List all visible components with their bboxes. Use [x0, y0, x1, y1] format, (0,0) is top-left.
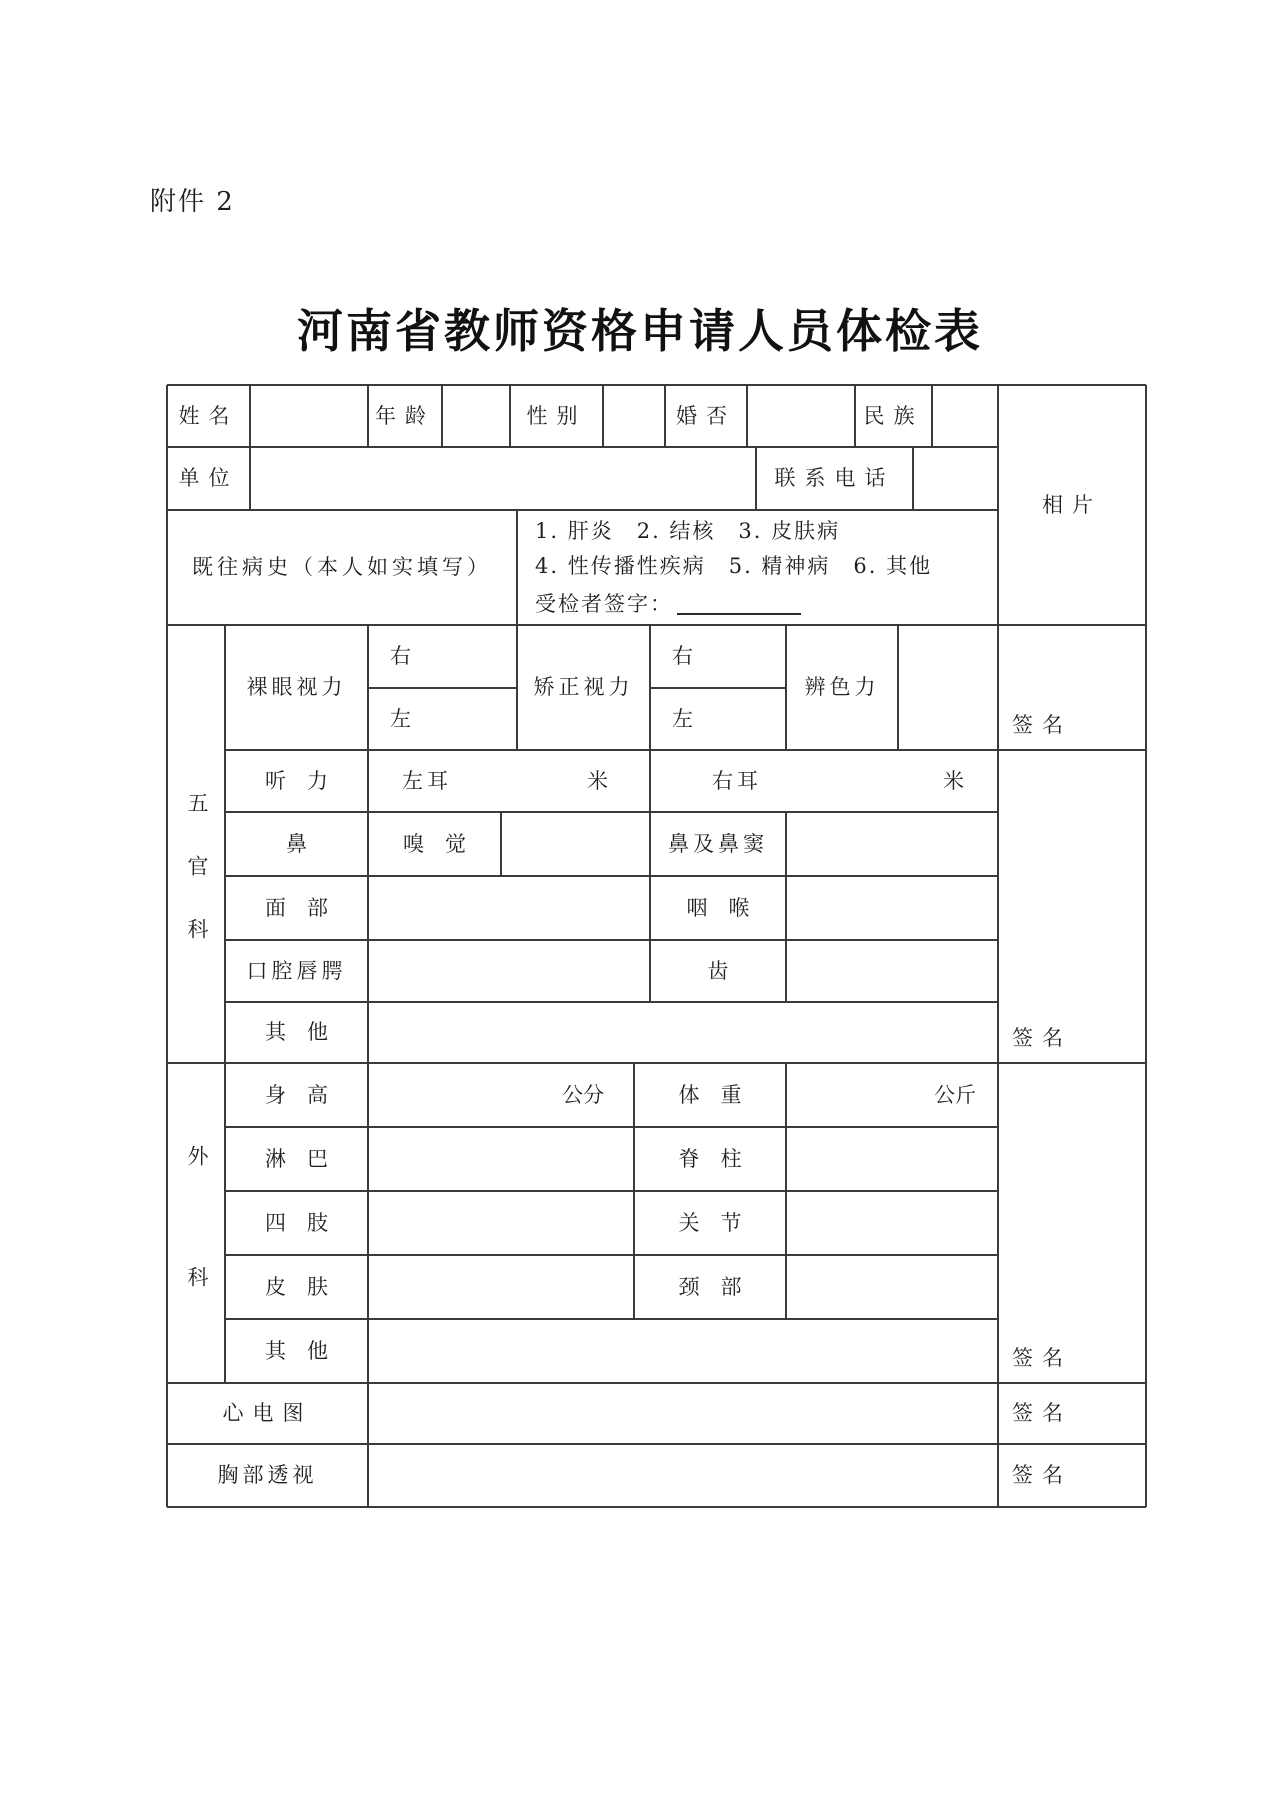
ent-vision-signature-label: 签名 [1012, 712, 1072, 737]
hearing-label: 听 力 [265, 768, 328, 793]
hearing-right-ear-cell [650, 750, 998, 812]
face-label: 面 部 [265, 895, 328, 920]
height-label: 身 高 [265, 1082, 328, 1107]
ethnicity-label: 民族 [863, 403, 924, 428]
nose-label: 鼻 [286, 831, 307, 856]
ent-other-label: 其 他 [265, 1020, 328, 1045]
surgery-other-label: 其 他 [265, 1338, 328, 1363]
left-ear-meters-label: 米 [587, 768, 612, 793]
naked-vision-label: 裸眼视力 [246, 675, 347, 700]
contact-phone-label: 联系电话 [774, 466, 895, 491]
age-label: 年龄 [375, 403, 435, 428]
left-ear-label: 左耳 [402, 768, 452, 793]
chest-xray-label: 胸部透视 [217, 1463, 318, 1488]
lymph-label: 淋 巴 [265, 1146, 328, 1171]
neck-label: 颈 部 [678, 1274, 742, 1299]
nose-and-sinus-label: 鼻及鼻窦 [668, 831, 768, 856]
naked-vision-left-label: 左 [390, 706, 411, 731]
teeth-label: 齿 [707, 958, 729, 983]
page-title: 河南省教师资格申请人员体检表 [297, 304, 983, 359]
history-line-1: 1. 肝炎 2. 结核 3. 皮肤病 [535, 519, 841, 544]
smell-label: 嗅 觉 [403, 831, 466, 856]
medical-history-options [535, 510, 998, 625]
attachment-label: 附件 2 [150, 186, 235, 217]
medical-history-label: 既往病史（本人如实填写） [192, 555, 492, 580]
ent-signature-label: 签名 [1012, 1025, 1072, 1050]
oral-cavity-label: 口腔唇腭 [246, 958, 347, 983]
skin-label: 皮 肤 [265, 1274, 328, 1299]
weight-label: 体 重 [678, 1082, 742, 1107]
color-vision-label: 辨色力 [804, 675, 880, 700]
corrected-vision-left-label: 左 [672, 706, 693, 731]
hearing-left-ear-cell [368, 750, 650, 812]
height-cm-label: 公分 [562, 1082, 604, 1107]
spine-label: 脊 柱 [678, 1146, 742, 1171]
gender-label: 性别 [526, 403, 587, 428]
naked-vision-right-label: 右 [390, 644, 411, 669]
throat-label: 咽 喉 [686, 895, 750, 920]
ecg-label: 心电图 [222, 1401, 313, 1426]
corrected-vision-right-label: 右 [672, 644, 693, 669]
right-ear-label: 右耳 [712, 768, 762, 793]
right-ear-meters-label: 米 [943, 768, 968, 793]
photo-label: 相片 [1042, 492, 1102, 517]
surgery-signature-label: 签名 [1012, 1345, 1072, 1370]
chest-xray-signature-label: 签名 [1012, 1463, 1072, 1488]
ecg-signature-label: 签名 [1012, 1401, 1072, 1426]
history-signature-line [535, 589, 801, 617]
examinee-signature-blank [677, 589, 801, 615]
unit-label: 单位 [178, 466, 239, 491]
history-line-2: 4. 性传播性疾病 5. 精神病 6. 其他 [535, 554, 933, 579]
examinee-signature-label: 受检者签字： [535, 591, 673, 616]
corrected-vision-label: 矫正视力 [533, 675, 634, 700]
limbs-label: 四 肢 [265, 1210, 328, 1235]
marital-status-label: 婚否 [676, 403, 736, 428]
joints-label: 关 节 [678, 1210, 742, 1235]
weight-kg-label: 公斤 [934, 1082, 976, 1107]
surgery-section-label: 外科 [185, 1145, 209, 1387]
name-label: 姓名 [178, 403, 239, 428]
ent-section-label: 五官科 [185, 792, 209, 981]
